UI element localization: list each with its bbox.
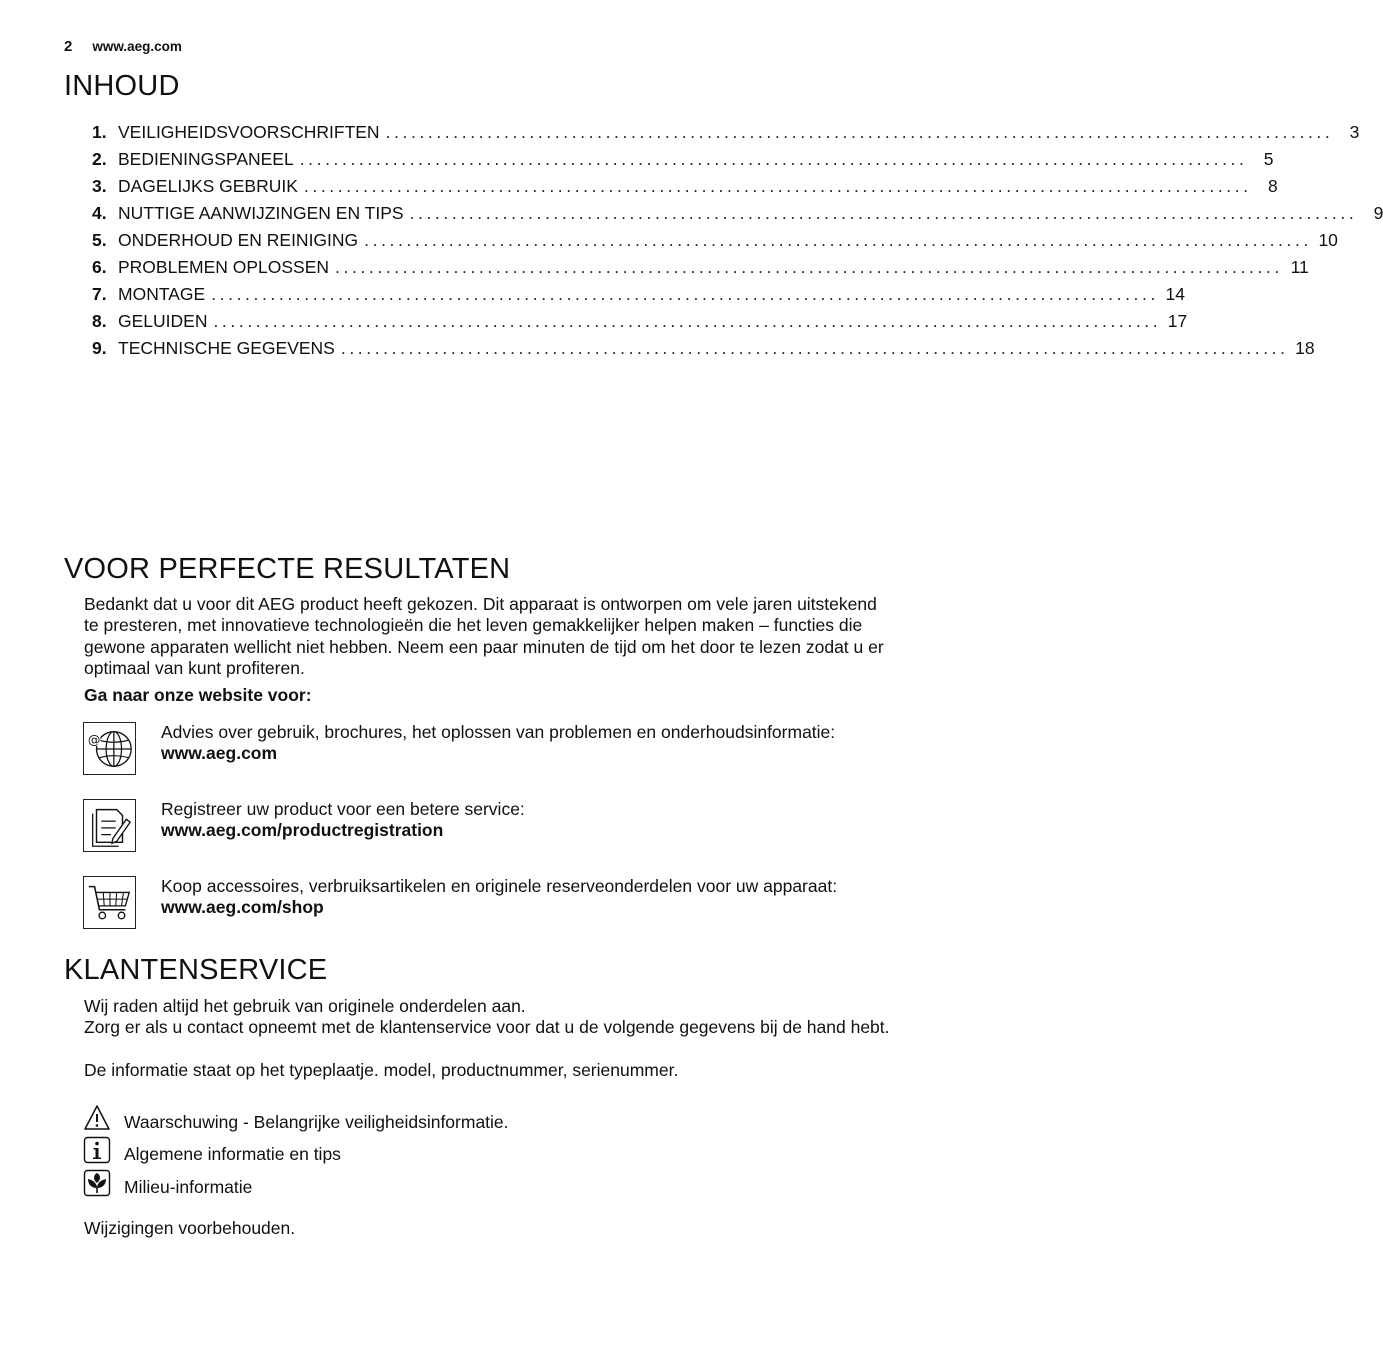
- toc-entry[interactable]: [92, 338, 1315, 365]
- page-number: 2: [64, 38, 73, 55]
- toc-title: DAGELIJKS GEBRUIK: [118, 176, 298, 196]
- toc-leader: ................................................................................................................: [385, 122, 1334, 142]
- website-advice-row: [83, 722, 896, 778]
- toc-number: 4.: [92, 203, 107, 223]
- toc-title: NUTTIGE AANWIJZINGEN EN TIPS: [118, 203, 404, 223]
- toc-title: VEILIGHEIDSVOORSCHRIFTEN: [118, 122, 380, 142]
- globe-at-icon: [83, 722, 136, 775]
- toc-title: BEDIENINGSPANEEL: [118, 149, 294, 169]
- toc-number: 2.: [92, 149, 107, 169]
- results-heading: VOOR PERFECTE RESULTATEN: [64, 553, 511, 585]
- toc-entry[interactable]: [92, 230, 1338, 257]
- toc-number: 7.: [92, 284, 107, 304]
- toc-page: 5: [1263, 149, 1274, 169]
- service-line: De informatie staat op het typeplaatje. model, productnummer, serienummer.: [84, 1060, 679, 1080]
- toc-leader: ................................................................................................................: [335, 257, 1283, 277]
- toc-entry[interactable]: [92, 176, 1278, 203]
- toc-page: 18: [1295, 338, 1315, 358]
- service-line: Wij raden altijd het gebruik van originele onderdelen aan.: [84, 996, 526, 1016]
- toc-number: 9.: [92, 338, 107, 358]
- footer-note: Wijzigingen voorbehouden.: [84, 1218, 296, 1238]
- toc-number: 8.: [92, 311, 107, 331]
- warning-icon: [83, 1104, 111, 1132]
- toc-page: 9: [1373, 203, 1383, 223]
- registration-description: Registreer uw product voor een betere service:: [161, 799, 525, 819]
- shop-description: Koop accessoires, verbruiksartikelen en originele reserveonderdelen voor uw apparaat:: [161, 876, 838, 896]
- toc-number: 6.: [92, 257, 107, 277]
- website-shop-text: [161, 876, 896, 919]
- results-intro: Bedankt dat u voor dit AEG product heeft gekozen. Dit apparaat is ontworpen om vele jaren uitstekend te presteren, met innovatieve technologieën die het leven gemakkelijker helpen maken – functies die gewone apparaten wellicht niet hebben. Neem een paar minuten de tijd om het door te lezen zodat u er optimaal van kunt profiteren.: [84, 594, 884, 678]
- toc-leader: ................................................................................................................: [213, 311, 1162, 331]
- toc-leader: ................................................................................................................: [364, 230, 1312, 250]
- page-header: [64, 38, 182, 55]
- info-icon: [83, 1136, 111, 1164]
- toc-leader: ................................................................................................................: [340, 338, 1289, 358]
- toc-entry[interactable]: [92, 203, 1383, 230]
- legend-warning-text: Waarschuwing - Belangrijke veiligheidsinformatie.: [124, 1112, 509, 1132]
- website-advice-text: [161, 722, 896, 765]
- svg-text:@: @: [87, 732, 101, 748]
- advice-description: Advies over gebruik, brochures, het oplossen van problemen en onderhoudsinformatie:: [161, 722, 836, 742]
- website-registration-text: [161, 799, 896, 842]
- legend-environment: [83, 1169, 683, 1197]
- registration-link[interactable]: www.aeg.com/productregistration: [161, 820, 444, 841]
- table-of-contents: [92, 122, 1383, 365]
- toc-title: GELUIDEN: [118, 311, 208, 331]
- toc-page: 10: [1318, 230, 1338, 250]
- toc-title: MONTAGE: [118, 284, 206, 304]
- legend-info-text: Algemene informatie en tips: [124, 1144, 341, 1164]
- shopping-cart-icon: [83, 876, 136, 929]
- toc-page: 14: [1165, 284, 1185, 304]
- toc-leader: ................................................................................................................: [303, 176, 1252, 196]
- contents-heading: INHOUD: [64, 70, 180, 102]
- website-prompt: Ga naar onze website voor:: [84, 685, 312, 705]
- service-heading: KLANTENSERVICE: [64, 954, 328, 986]
- toc-title: ONDERHOUD EN REINIGING: [118, 230, 359, 250]
- toc-leader: ................................................................................................................: [299, 149, 1248, 169]
- toc-page: 11: [1290, 257, 1309, 277]
- toc-title: PROBLEMEN OPLOSSEN: [118, 257, 330, 277]
- registration-form-icon: [83, 799, 136, 852]
- toc-number: 5.: [92, 230, 107, 250]
- header-website[interactable]: www.aeg.com: [92, 39, 182, 54]
- toc-entry[interactable]: [92, 122, 1360, 149]
- toc-number: 3.: [92, 176, 107, 196]
- toc-page: 3: [1349, 122, 1360, 142]
- website-registration-row: [83, 799, 896, 855]
- shop-link[interactable]: www.aeg.com/shop: [161, 897, 324, 918]
- toc-title: TECHNISCHE GEGEVENS: [118, 338, 335, 358]
- website-shop-row: [83, 876, 896, 932]
- toc-entry[interactable]: [92, 149, 1274, 176]
- legend-info: [83, 1136, 683, 1164]
- toc-entry[interactable]: [92, 284, 1185, 311]
- toc-leader: ................................................................................................................: [409, 203, 1358, 223]
- toc-page: 17: [1167, 311, 1188, 331]
- legend-warning: [83, 1104, 683, 1132]
- toc-entry[interactable]: [92, 257, 1309, 284]
- legend-environment-text: Milieu-informatie: [124, 1177, 253, 1197]
- toc-number: 1.: [92, 122, 107, 142]
- advice-link[interactable]: www.aeg.com: [161, 743, 278, 764]
- environment-icon: [83, 1169, 111, 1197]
- toc-leader: ................................................................................................................: [211, 284, 1159, 304]
- toc-page: 8: [1267, 176, 1278, 196]
- toc-entry[interactable]: [92, 311, 1188, 338]
- service-line: Zorg er als u contact opneemt met de klantenservice voor dat u de volgende gegevens bij de hand hebt.: [84, 1017, 890, 1037]
